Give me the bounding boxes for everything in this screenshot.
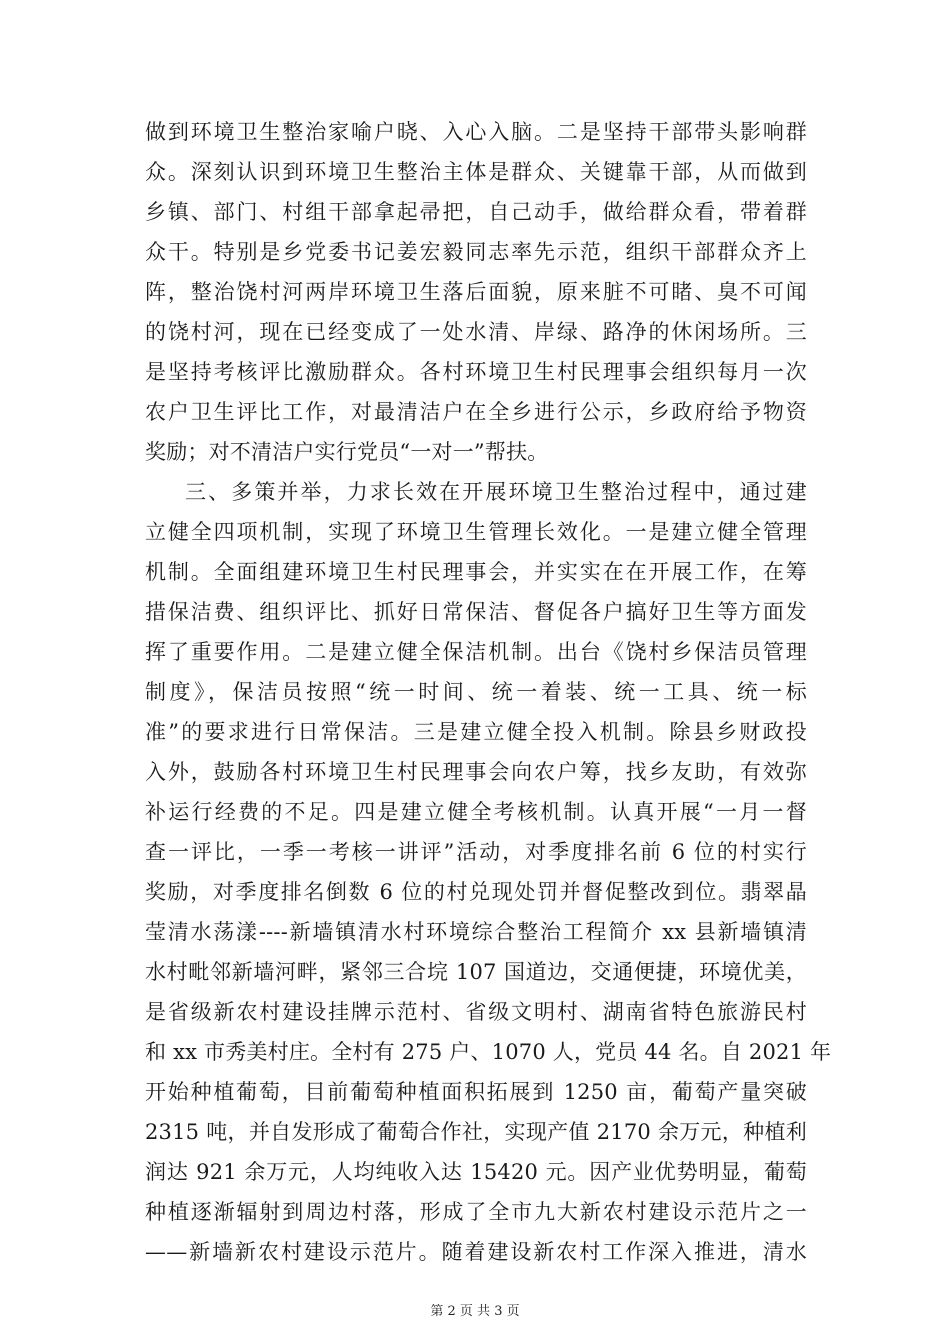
text-line: 乡镇、部门、村组干部拿起帚把，自己动手，做给群众看，带着群 [145,200,807,224]
text-line: 入外，鼓励各村环境卫生村民理事会向农户筹，找乡友助，有效弥 [145,760,807,784]
text-line: 开始种植葡萄，目前葡萄种植面积拓展到 1250 亩，葡萄产量突破 [145,1080,807,1104]
text-line: 措保洁费、组织评比、抓好日常保洁、督促各户搞好卫生等方面发 [145,600,807,624]
text-line: 挥了重要作用。二是建立健全保洁机制。出台《饶村乡保洁员管理 [145,640,807,664]
text-line: 莹清水荡漾----新墙镇清水村环境综合整治工程简介 xx 县新墙镇清 [145,920,807,944]
paragraph-first-line: 三、多策并举，力求长效在开展环境卫生整治过程中，通过建 [185,480,807,504]
text-line: 是坚持考核评比激励群众。各村环境卫生村民理事会组织每月一次 [145,360,807,384]
text-line: 奖励；对不清洁户实行党员“一对一”帮扶。 [145,440,549,464]
text-line: 奖励，对季度排名倒数 6 位的村兑现处罚并督促整改到位。翡翠晶 [145,880,807,904]
document-body [145,112,832,1272]
page-number: 第 2 页 共 3 页 [430,1304,520,1319]
text-line: 补运行经费的不足。四是建立健全考核机制。认真开展“一月一督 [145,800,807,824]
text-line: 是省级新农村建设挂牌示范村、省级文明村、湖南省特色旅游民村 [145,1000,807,1024]
text-line: 农户卫生评比工作，对最清洁户在全乡进行公示，乡政府给予物资 [145,400,807,424]
text-line: 2315 吨，并自发形成了葡萄合作社，实现产值 2170 余万元，种植利 [145,1120,807,1144]
text-line: 众干。特别是乡党委书记姜宏毅同志率先示范，组织干部群众齐上 [145,240,807,264]
text-line: 查一评比，一季一考核一讲评”活动，对季度排名前 6 位的村实行 [145,840,807,864]
page-footer [0,1304,950,1320]
text-line: ——新墙新农村建设示范片。随着建设新农村工作深入推进，清水 [145,1240,807,1264]
text-line: 水村毗邻新墙河畔，紧邻三合垸 107 国道边，交通便捷，环境优美， [145,960,807,984]
text-line: 阵，整治饶村河两岸环境卫生落后面貌，原来脏不可睹、臭不可闻 [145,280,807,304]
text-line: 种植逐渐辐射到周边村落，形成了全市九大新农村建设示范片之一 [145,1200,807,1224]
text-line: 准”的要求进行日常保洁。三是建立健全投入机制。除县乡财政投 [145,720,807,744]
text-line: 做到环境卫生整治家喻户晓、入心入脑。二是坚持干部带头影响群 [145,120,807,144]
text-line: 机制。全面组建环境卫生村民理事会，并实实在在开展工作，在筹 [145,560,807,584]
text-line: 众。深刻认识到环境卫生整治主体是群众、关键靠干部，从而做到 [145,160,807,184]
text-line: 和 xx 市秀美村庄。全村有 275 户、1070 人，党员 44 名。自 2021 年 [145,1040,832,1064]
text-line: 制度》，保洁员按照“统一时间、统一着装、统一工具、统一标 [145,680,807,704]
text-line: 立健全四项机制，实现了环境卫生管理长效化。一是建立健全管理 [145,520,807,544]
text-line: 的饶村河，现在已经变成了一处水清、岸绿、路净的休闲场所。三 [145,320,807,344]
text-line: 润达 921 余万元，人均纯收入达 15420 元。因产业优势明显，葡萄 [145,1160,807,1184]
